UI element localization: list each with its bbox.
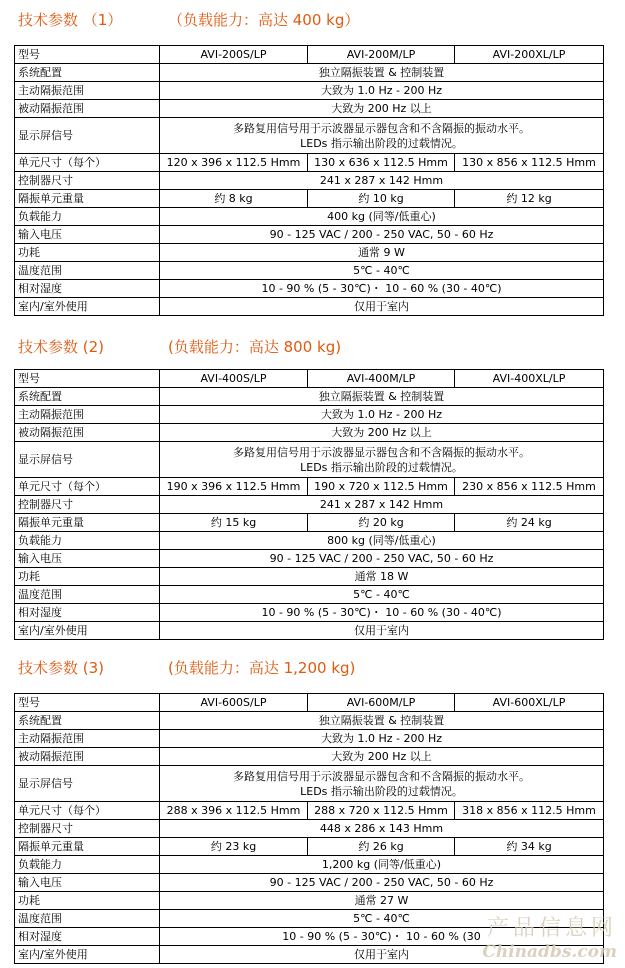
table-row — [15, 190, 604, 208]
row-label: 功耗 — [15, 568, 160, 586]
section-title-load: (负载能力：高达 1,200 kg) — [168, 659, 356, 677]
row-label: 控制器尺寸 — [15, 820, 160, 838]
table-cell: AVI-400S/LP — [160, 370, 308, 388]
table-row — [15, 370, 604, 388]
table-cell: 独立隔振装置 & 控制装置 — [160, 712, 604, 730]
table-row — [15, 82, 604, 100]
row-label: 控制器尺寸 — [15, 172, 160, 190]
row-label: 显示屏信号 — [15, 118, 160, 154]
table-cell: 大致为 1.0 Hz - 200 Hz — [160, 730, 604, 748]
table-cell: AVI-600M/LP — [308, 694, 455, 712]
table-cell: AVI-400M/LP — [308, 370, 455, 388]
row-label: 主动隔振范围 — [15, 82, 160, 100]
table-cell: AVI-600XL/LP — [455, 694, 604, 712]
spec-table-body — [15, 46, 604, 316]
table-cell: 90 - 125 VAC / 200 - 250 VAC, 50 - 60 Hz — [160, 550, 604, 568]
table-cell: 大致为 200 Hz 以上 — [160, 748, 604, 766]
row-label: 室内/室外使用 — [15, 946, 160, 964]
table-cell: 约 26 kg — [308, 838, 455, 856]
table-row — [15, 910, 604, 928]
table-row — [15, 154, 604, 172]
row-label: 相对湿度 — [15, 604, 160, 622]
section-title — [18, 656, 355, 680]
table-cell: 通常 18 W — [160, 568, 604, 586]
row-label: 温度范围 — [15, 586, 160, 604]
table-cell: AVI-200M/LP — [308, 46, 455, 64]
table-row — [15, 262, 604, 280]
table-row — [15, 442, 604, 478]
section-title-load: (负载能力：高达 800 kg) — [168, 338, 342, 356]
table-row — [15, 298, 604, 316]
table-cell: 约 8 kg — [160, 190, 308, 208]
table-cell — [160, 442, 604, 478]
cell-line: 多路复用信号用于示波器显示器包含和不含隔振的振动水平。 — [233, 445, 530, 459]
table-cell: 10 - 90 % (5 - 30℃)・ 10 - 60 % (30 - 40℃) — [160, 280, 604, 298]
table-cell: 288 x 396 x 112.5 Hmm — [160, 802, 308, 820]
spec-table — [14, 45, 604, 316]
table-cell: 318 x 856 x 112.5 Hmm — [455, 802, 604, 820]
table-row — [15, 244, 604, 262]
table-row — [15, 388, 604, 406]
row-label: 室内/室外使用 — [15, 622, 160, 640]
row-label: 输入电压 — [15, 874, 160, 892]
table-cell: 400 kg (同等/低重心) — [160, 208, 604, 226]
table-row — [15, 172, 604, 190]
section-title-prefix: 技术参数 （1） — [18, 11, 123, 29]
table-row — [15, 694, 604, 712]
table-row — [15, 64, 604, 82]
table-cell — [160, 766, 604, 802]
row-label: 室内/室外使用 — [15, 298, 160, 316]
table-cell: 通常 27 W — [160, 892, 604, 910]
table-cell — [160, 118, 604, 154]
row-label: 系统配置 — [15, 64, 160, 82]
table-row — [15, 424, 604, 442]
cell-line: LEDs 指示输出阶段的过载情况。 — [300, 784, 463, 798]
table-cell: AVI-200S/LP — [160, 46, 308, 64]
row-label: 被动隔振范围 — [15, 748, 160, 766]
row-label: 单元尺寸（每个） — [15, 154, 160, 172]
table-row — [15, 46, 604, 64]
cell-line: 多路复用信号用于示波器显示器包含和不含隔振的振动水平。 — [233, 121, 530, 135]
table-cell: 230 x 856 x 112.5 Hmm — [455, 478, 604, 496]
table-cell: 通常 9 W — [160, 244, 604, 262]
section-title-prefix: 技术参数 (3) — [18, 659, 105, 677]
table-row — [15, 586, 604, 604]
table-row — [15, 226, 604, 244]
table-row — [15, 874, 604, 892]
table-cell: 约 34 kg — [455, 838, 604, 856]
watermark-cn: 产品信息网 — [486, 916, 617, 941]
row-label: 温度范围 — [15, 910, 160, 928]
table-cell: 约 10 kg — [308, 190, 455, 208]
row-label: 被动隔振范围 — [15, 424, 160, 442]
row-label: 显示屏信号 — [15, 442, 160, 478]
row-label: 负载能力 — [15, 856, 160, 874]
table-row — [15, 406, 604, 424]
row-label: 主动隔振范围 — [15, 406, 160, 424]
table-cell: 大致为 200 Hz 以上 — [160, 424, 604, 442]
table-cell: 仅用于室内 — [160, 622, 604, 640]
table-row — [15, 766, 604, 802]
table-cell: 大致为 200 Hz 以上 — [160, 100, 604, 118]
table-row — [15, 730, 604, 748]
table-cell: 仅用于室内 — [160, 298, 604, 316]
table-row — [15, 622, 604, 640]
table-cell: 130 x 636 x 112.5 Hmm — [308, 154, 455, 172]
table-cell: AVI-600S/LP — [160, 694, 308, 712]
section-title — [18, 335, 341, 359]
table-cell: 120 x 396 x 112.5 Hmm — [160, 154, 308, 172]
section-title-prefix: 技术参数 (2) — [18, 338, 105, 356]
table-cell: 约 20 kg — [308, 514, 455, 532]
table-row — [15, 100, 604, 118]
row-label: 型号 — [15, 370, 160, 388]
row-label: 单元尺寸（每个） — [15, 802, 160, 820]
section-title-load: （负载能力：高达 400 kg） — [168, 11, 360, 29]
row-label: 隔振单元重量 — [15, 190, 160, 208]
row-label: 型号 — [15, 46, 160, 64]
row-label: 隔振单元重量 — [15, 838, 160, 856]
table-row — [15, 856, 604, 874]
table-cell: AVI-400XL/LP — [455, 370, 604, 388]
row-label: 隔振单元重量 — [15, 514, 160, 532]
row-label: 单元尺寸（每个） — [15, 478, 160, 496]
table-cell: 10 - 90 % (5 - 30℃)・ 10 - 60 % (30 — [160, 928, 604, 946]
table-cell: 90 - 125 VAC / 200 - 250 VAC, 50 - 60 Hz — [160, 226, 604, 244]
row-label: 相对湿度 — [15, 280, 160, 298]
table-cell: 448 x 286 x 143 Hmm — [160, 820, 604, 838]
table-cell: 约 15 kg — [160, 514, 308, 532]
table-row — [15, 838, 604, 856]
table-cell: 288 x 720 x 112.5 Hmm — [308, 802, 455, 820]
table-cell: 独立隔振装置 & 控制装置 — [160, 64, 604, 82]
table-cell: 约 23 kg — [160, 838, 308, 856]
row-label: 主动隔振范围 — [15, 730, 160, 748]
table-row — [15, 280, 604, 298]
table-cell: 约 12 kg — [455, 190, 604, 208]
table-cell: 190 x 396 x 112.5 Hmm — [160, 478, 308, 496]
spec-table-body — [15, 694, 604, 964]
table-cell: 241 x 287 x 142 Hmm — [160, 496, 604, 514]
row-label: 温度范围 — [15, 262, 160, 280]
table-cell: 大致为 1.0 Hz - 200 Hz — [160, 406, 604, 424]
spec-table — [14, 693, 604, 964]
watermark-en: Chinadbs.com — [482, 942, 617, 962]
table-cell: 5℃ - 40℃ — [160, 586, 604, 604]
table-row — [15, 550, 604, 568]
table-row — [15, 604, 604, 622]
table-cell: 5℃ - 40℃ — [160, 910, 604, 928]
table-cell: 1,200 kg (同等/低重心) — [160, 856, 604, 874]
table-row — [15, 208, 604, 226]
table-row — [15, 118, 604, 154]
row-label: 被动隔振范围 — [15, 100, 160, 118]
table-cell: 130 x 856 x 112.5 Hmm — [455, 154, 604, 172]
section-title — [18, 8, 359, 32]
row-label: 系统配置 — [15, 388, 160, 406]
spec-table — [14, 369, 604, 640]
row-label: 功耗 — [15, 892, 160, 910]
row-label: 功耗 — [15, 244, 160, 262]
table-row — [15, 946, 604, 964]
row-label: 负载能力 — [15, 208, 160, 226]
table-cell: 大致为 1.0 Hz - 200 Hz — [160, 82, 604, 100]
row-label: 型号 — [15, 694, 160, 712]
table-cell: 仅用于室内 — [160, 946, 604, 964]
row-label: 相对湿度 — [15, 928, 160, 946]
row-label: 控制器尺寸 — [15, 496, 160, 514]
cell-line: LEDs 指示输出阶段的过载情况。 — [300, 136, 463, 150]
table-cell: 独立隔振装置 & 控制装置 — [160, 388, 604, 406]
table-row — [15, 928, 604, 946]
table-row — [15, 532, 604, 550]
row-label: 输入电压 — [15, 226, 160, 244]
row-label: 显示屏信号 — [15, 766, 160, 802]
row-label: 输入电压 — [15, 550, 160, 568]
table-row — [15, 496, 604, 514]
table-row — [15, 712, 604, 730]
table-cell: 约 24 kg — [455, 514, 604, 532]
table-row — [15, 748, 604, 766]
table-cell: 5℃ - 40℃ — [160, 262, 604, 280]
table-row — [15, 820, 604, 838]
table-row — [15, 892, 604, 910]
cell-line: 多路复用信号用于示波器显示器包含和不含隔振的振动水平。 — [233, 769, 530, 783]
table-row — [15, 568, 604, 586]
cell-line: LEDs 指示输出阶段的过载情况。 — [300, 460, 463, 474]
table-cell: AVI-200XL/LP — [455, 46, 604, 64]
table-row — [15, 802, 604, 820]
spec-table-body — [15, 370, 604, 640]
table-cell: 90 - 125 VAC / 200 - 250 VAC, 50 - 60 Hz — [160, 874, 604, 892]
table-cell: 10 - 90 % (5 - 30℃)・ 10 - 60 % (30 - 40℃) — [160, 604, 604, 622]
table-cell: 241 x 287 x 142 Hmm — [160, 172, 604, 190]
table-row — [15, 478, 604, 496]
table-cell: 190 x 720 x 112.5 Hmm — [308, 478, 455, 496]
row-label: 负载能力 — [15, 532, 160, 550]
table-row — [15, 514, 604, 532]
table-cell: 800 kg (同等/低重心) — [160, 532, 604, 550]
row-label: 系统配置 — [15, 712, 160, 730]
